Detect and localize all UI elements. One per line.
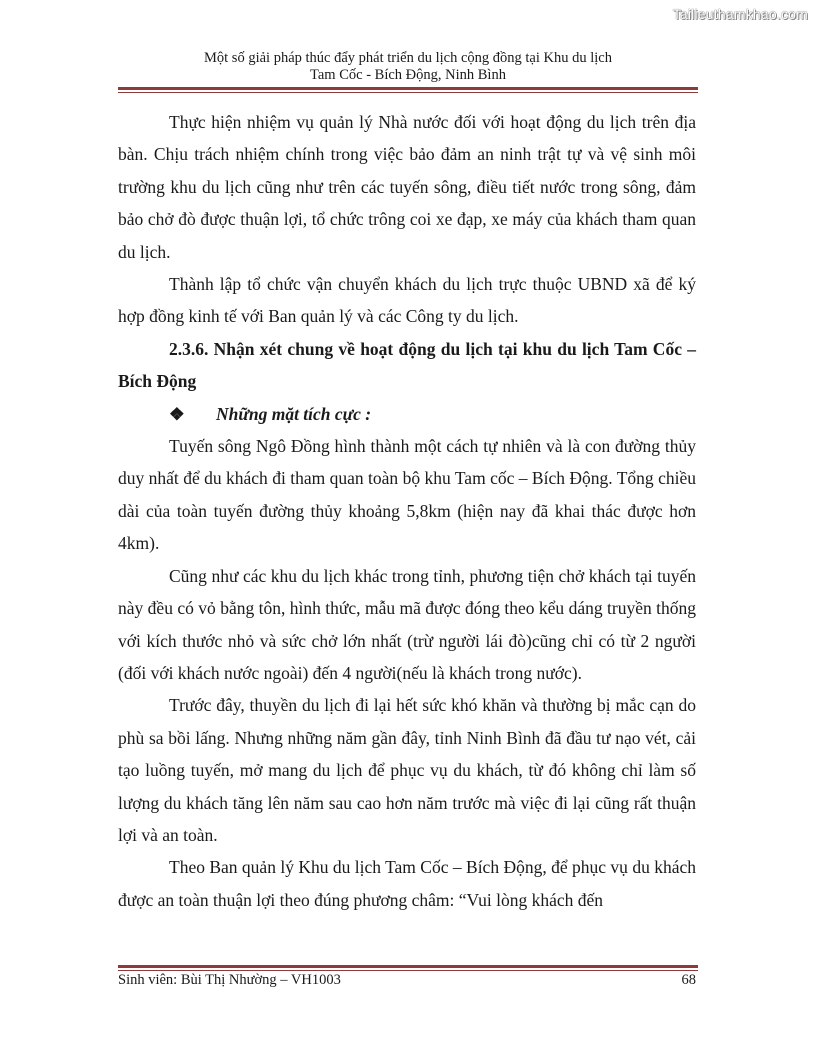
watermark: Tailieuthamkhao.com [672, 6, 808, 22]
bullet-item [118, 398, 696, 430]
paragraph: Theo Ban quản lý Khu du lịch Tam Cốc – Bích Động, để phục vụ du khách được an toàn thuận lợi theo đúng phương châm: “Vui lòng khách đến [118, 857, 696, 910]
running-header [118, 50, 698, 84]
paragraph: Cũng như các khu du lịch khác trong tỉnh, phương tiện chở khách tại tuyến này đều có vỏ bằng tôn, hình thức, mẫu mã được đóng theo kểu dáng truyền thống với kích thước nhỏ và sức chở lớn nhất (trừ người lái đò)cũng chỉ có từ 2 người (đối với khách nước ngoài) đến 4 người(nếu là khách trong nước). [118, 565, 696, 683]
diamond-bullet-icon: ❖ [169, 403, 185, 424]
header-rule [118, 87, 698, 93]
header-line-2: Tam Cốc - Bích Động, Ninh Bình [310, 67, 506, 83]
page-footer [118, 972, 696, 989]
section-heading: 2.3.6. Nhận xét chung về hoạt động du lịch tại khu du lịch Tam Cốc – Bích Động [118, 338, 696, 392]
paragraph: Trước đây, thuyền du lịch đi lại hết sức khó khăn và thường bị mắc cạn do phù sa bồi lấng. Nhưng những năm gần đây, tỉnh Ninh Bình đã đầu tư nạo vét, cải tạo luồng tuyến, mở mang du lịch để phục vụ du khách, từ đó không chỉ làm số lượng du khách tăng lên năm sau cao hơn năm trước mà việc đi lại cũng rất thuận lợi và an toàn. [118, 695, 696, 845]
page-body [118, 106, 696, 916]
paragraph: Thành lập tổ chức vận chuyển khách du lịch trực thuộc UBND xã để ký hợp đồng kinh tế với Ban quản lý và các Công ty du lịch. [118, 274, 696, 327]
page-number: 68 [681, 972, 696, 988]
footer-student: Sinh viên: Bùi Thị Nhường – VH1003 [118, 972, 341, 988]
footer-rule [118, 965, 698, 971]
paragraph: Tuyến sông Ngô Đồng hình thành một cách tự nhiên và là con đường thủy duy nhất để du khách đi tham quan toàn bộ khu Tam cốc – Bích Động. Tổng chiều dài của toàn tuyến đường thủy khoảng 5,8km (hiện nay đã khai thác được hơn 4km). [118, 436, 696, 554]
paragraph: Thực hiện nhiệm vụ quản lý Nhà nước đối với hoạt động du lịch trên địa bàn. Chịu trách nhiệm chính trong việc bảo đảm an ninh trật tự và vệ sinh môi trường khu du lịch cũng như trên các tuyến sông, điều tiết nước trong sông, đảm bảo chở đò được thuận lợi, tổ chức trông coi xe đạp, xe máy của khách tham quan du lịch. [118, 112, 696, 262]
bullet-label: Những mặt tích cực : [216, 403, 372, 424]
header-line-1: Một số giải pháp thúc đẩy phát triển du lịch cộng đồng tại Khu du lịch [204, 50, 612, 66]
